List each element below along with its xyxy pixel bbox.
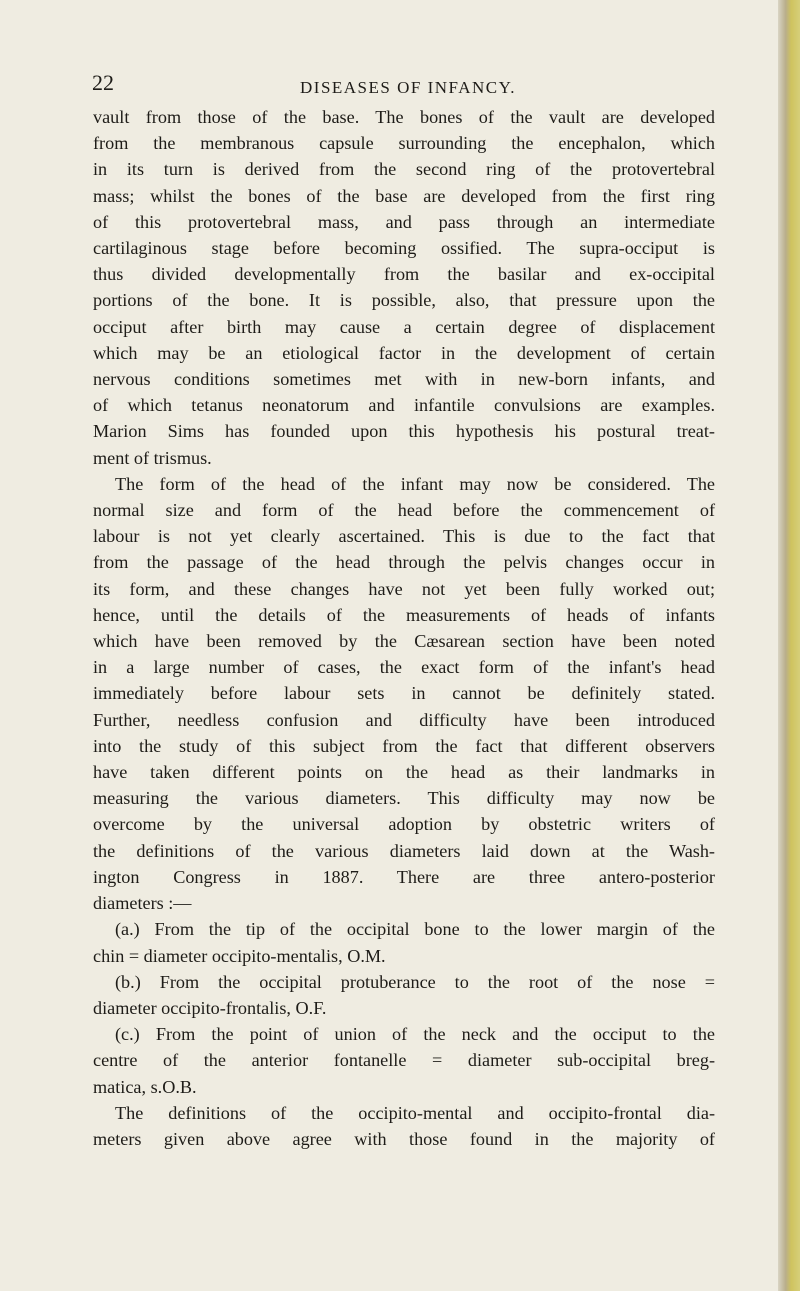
text-line: ment of trismus. bbox=[93, 447, 212, 468]
text-line: overcome by the universal adoption by obstetric writers of bbox=[93, 814, 715, 835]
text-line: (a.) From the tip of the occipital bone to the lower margin of the bbox=[115, 919, 715, 940]
text-line: ington Congress in 1887. There are three antero-posterior bbox=[93, 866, 715, 887]
text-line: immediately before labour sets in cannot be definitely stated. bbox=[93, 683, 715, 704]
text-line: portions of the bone. It is possible, also, that pressure upon the bbox=[93, 290, 715, 311]
text-line: which have been removed by the Cæsarean section have been noted bbox=[93, 631, 715, 652]
text-line: have taken different points on the head as their landmarks in bbox=[93, 762, 715, 783]
text-line: from the passage of the head through the pelvis changes occur in bbox=[93, 552, 715, 573]
text-line: in a large number of cases, the exact form of the infant's head bbox=[93, 657, 715, 678]
text-line: (c.) From the point of union of the neck and the occiput to the bbox=[115, 1024, 715, 1045]
text-line: matica, s.O.B. bbox=[93, 1076, 197, 1097]
page-number: 22 bbox=[92, 70, 114, 95]
running-title: DISEASES OF INFANCY. bbox=[300, 78, 516, 97]
text-line: measuring the various diameters. This difficulty may now be bbox=[93, 788, 715, 809]
text-line: diameters :— bbox=[93, 893, 192, 914]
text-line: nervous conditions sometimes met with in new-born infants, and bbox=[93, 369, 715, 390]
text-line: Further, needless confusion and difficulty have been introduced bbox=[93, 709, 715, 730]
text-line: meters given above agree with those found in the majority of bbox=[93, 1128, 715, 1149]
text-line: the definitions of the various diameters laid down at the Wash- bbox=[93, 840, 715, 861]
text-line: mass; whilst the bones of the base are developed from the first ring bbox=[93, 185, 715, 206]
text-line: normal size and form of the head before the commencement of bbox=[93, 500, 715, 521]
text-line: cartilaginous stage before becoming ossified. The supra-occiput is bbox=[93, 238, 715, 259]
text-line: of this protovertebral mass, and pass through an intermediate bbox=[93, 211, 715, 232]
page-binding-edge bbox=[778, 0, 800, 1291]
text-line: occiput after birth may cause a certain degree of displacement bbox=[93, 316, 715, 337]
text-line: which may be an etiological factor in the development of certain bbox=[93, 342, 715, 363]
text-line: The form of the head of the infant may now be considered. The bbox=[115, 473, 715, 494]
text-line: centre of the anterior fontanelle = diameter sub-occipital breg- bbox=[93, 1050, 715, 1071]
text-line: labour is not yet clearly ascertained. This is due to the fact that bbox=[93, 526, 715, 547]
text-line: chin = diameter occipito-mentalis, O.M. bbox=[93, 945, 386, 966]
text-line: Marion Sims has founded upon this hypothesis his postural treat- bbox=[93, 421, 715, 442]
text-line: The definitions of the occipito-mental and occipito-frontal dia- bbox=[115, 1102, 715, 1123]
text-line: in its turn is derived from the second ring of the protovertebral bbox=[93, 159, 715, 180]
text-line: of which tetanus neonatorum and infantile convulsions are examples. bbox=[93, 395, 715, 416]
text-line: its form, and these changes have not yet been fully worked out; bbox=[93, 578, 715, 599]
text-line: from the membranous capsule surrounding the encephalon, which bbox=[93, 133, 715, 154]
text-line: thus divided developmentally from the basilar and ex-occipital bbox=[93, 264, 715, 285]
text-line: (b.) From the occipital protuberance to the root of the nose = bbox=[115, 971, 715, 992]
text-line: vault from those of the base. The bones of the vault are developed bbox=[93, 107, 715, 127]
text-line: into the study of this subject from the fact that different observers bbox=[93, 735, 715, 756]
body-text bbox=[93, 104, 715, 1152]
text-line: hence, until the details of the measurements of heads of infants bbox=[93, 604, 715, 625]
text-line: diameter occipito-frontalis, O.F. bbox=[93, 997, 327, 1018]
